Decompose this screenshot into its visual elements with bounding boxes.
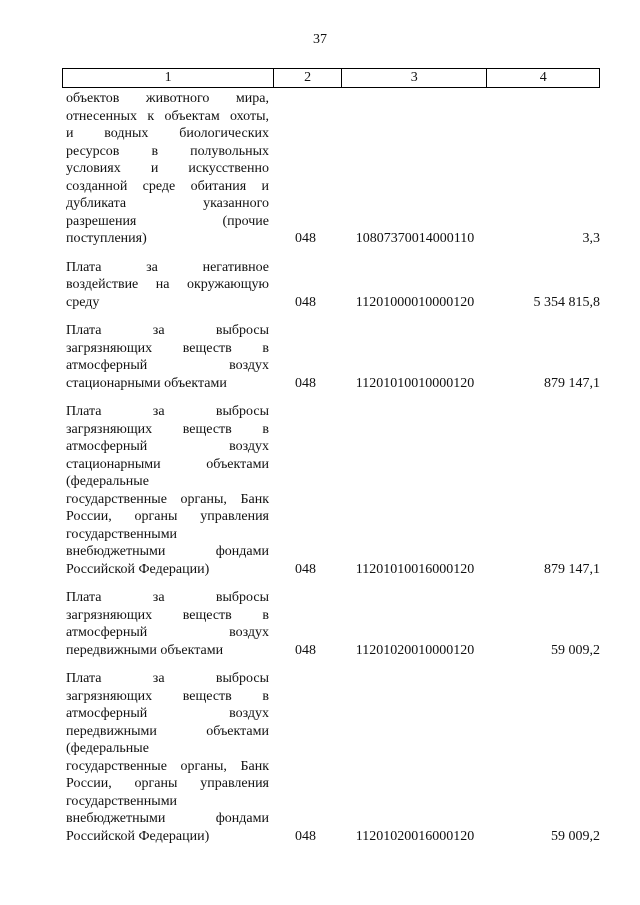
description-line: атмосферный воздух — [66, 625, 269, 640]
description-line: России, органы управления — [66, 509, 269, 524]
row-admin-code: 048 — [295, 375, 316, 391]
description-line: стационарными объектами — [66, 375, 227, 391]
row-description — [62, 589, 269, 659]
description-line: дубликата указанного — [66, 196, 269, 211]
row-kbk-code: 11201020010000120 — [355, 642, 475, 658]
description-line: Российской Федерации) — [66, 828, 210, 844]
row-admin-code: 048 — [295, 561, 316, 577]
page-number: 37 — [313, 32, 327, 47]
table-row — [62, 259, 600, 312]
description-line: Плата за выбросы — [66, 671, 269, 686]
description-line: государственными — [66, 526, 178, 542]
row-description — [62, 322, 269, 392]
description-line: ресурсов в полувольных — [66, 143, 269, 159]
row-description — [62, 403, 269, 578]
description-line: и водных биологических — [66, 126, 269, 141]
header-col-1: 1 — [63, 69, 274, 87]
row-description — [62, 259, 269, 312]
row-description — [62, 670, 269, 845]
description-line: Плата за выбросы — [66, 404, 269, 419]
description-line: атмосферный воздух — [66, 358, 269, 373]
row-amount: 879 147,1 — [544, 561, 600, 577]
description-line: Плата за выбросы — [66, 323, 269, 338]
row-amount: 879 147,1 — [544, 375, 600, 391]
row-kbk-code: 11201020016000120 — [355, 828, 475, 844]
header-col-2: 2 — [274, 69, 342, 87]
row-kbk-code: 10807370014000110 — [355, 231, 475, 246]
description-line: России, органы управления — [66, 776, 269, 791]
description-line: загрязняющих веществ в — [66, 607, 269, 623]
row-admin-code: 048 — [295, 294, 316, 310]
description-line: Российской Федерации) — [66, 561, 210, 577]
row-kbk-code: 11201010016000120 — [355, 561, 475, 577]
description-line: атмосферный воздух — [66, 706, 269, 721]
description-line: внебюджетными фондами — [66, 811, 269, 826]
description-line: стационарными объектами — [66, 456, 269, 472]
table-body — [62, 90, 600, 856]
description-line: государственные органы, Банк — [66, 491, 269, 507]
description-line: загрязняющих веществ в — [66, 340, 269, 356]
row-admin-code: 048 — [295, 828, 316, 844]
description-line: разрешения (прочие — [66, 213, 269, 229]
description-line: (федеральные — [66, 741, 149, 756]
table-row — [62, 670, 600, 845]
row-admin-code: 048 — [295, 231, 316, 246]
table-header — [62, 68, 600, 88]
row-amount: 59 009,2 — [551, 642, 600, 658]
description-line: поступления) — [66, 231, 147, 246]
description-line: воздействие на окружающую — [66, 277, 269, 292]
table-row — [62, 322, 600, 392]
header-col-3: 3 — [342, 69, 487, 87]
table-row — [62, 403, 600, 578]
description-line: загрязняющих веществ в — [66, 688, 269, 704]
description-line: атмосферный воздух — [66, 439, 269, 454]
row-admin-code: 048 — [295, 642, 316, 658]
row-amount: 59 009,2 — [551, 828, 600, 844]
description-line: созданной среде обитания и — [66, 178, 269, 194]
description-line: внебюджетными фондами — [66, 544, 269, 559]
description-line: (федеральные — [66, 474, 149, 489]
row-kbk-code: 11201010010000120 — [355, 375, 475, 391]
row-amount: 3,3 — [582, 231, 600, 246]
description-line: объектов животного мира, — [66, 91, 269, 106]
description-line: загрязняющих веществ в — [66, 421, 269, 437]
description-line: государственными — [66, 793, 178, 809]
row-kbk-code: 11201000010000120 — [355, 294, 475, 310]
description-line: среду — [66, 294, 100, 310]
description-line: Плата за выбросы — [66, 590, 269, 605]
row-description — [62, 90, 269, 248]
description-line: передвижными объектами — [66, 642, 224, 658]
row-amount: 5 354 815,8 — [533, 294, 600, 310]
header-col-4: 4 — [539, 70, 547, 85]
description-line: передвижными объектами — [66, 723, 269, 739]
description-line: отнесенных к объектам охоты, — [66, 108, 269, 124]
table-row — [62, 90, 600, 248]
description-line: государственные органы, Банк — [66, 758, 269, 774]
table-row — [62, 589, 600, 659]
description-line: условиях и искусственно — [66, 161, 269, 176]
description-line: Плата за негативное — [66, 259, 269, 275]
